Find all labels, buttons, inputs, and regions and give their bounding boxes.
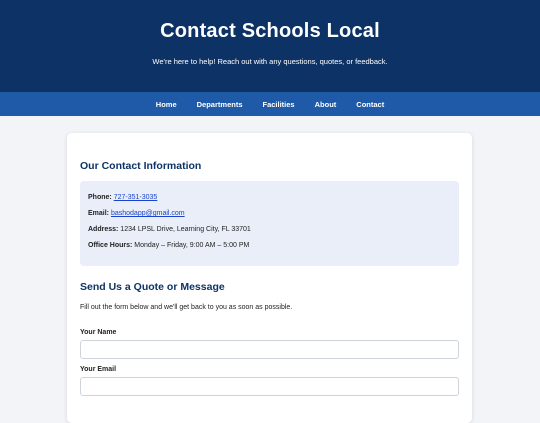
- nav-contact[interactable]: Contact: [356, 99, 385, 109]
- name-field[interactable]: [80, 340, 459, 359]
- nav-home[interactable]: Home: [155, 99, 177, 109]
- email-field-label: Your Email: [80, 366, 117, 373]
- phone-label: Phone:: [88, 194, 112, 201]
- main-nav: [0, 92, 540, 116]
- page-tagline: We're here to help! Reach out with any questions, quotes, or feedback.: [152, 57, 388, 66]
- email-field[interactable]: [80, 377, 459, 396]
- address-value: 1234 LPSL Drive, Learning City, FL 33701: [120, 226, 251, 233]
- hours-line: [88, 242, 451, 249]
- phone-line: [88, 194, 451, 201]
- address-line: [88, 226, 451, 233]
- contact-info-heading: Our Contact Information: [80, 160, 202, 172]
- nav-departments[interactable]: Departments: [196, 99, 243, 109]
- email-label: Email:: [88, 210, 110, 217]
- phone-link[interactable]: 727-351-3035: [113, 194, 158, 201]
- name-field-label: Your Name: [80, 329, 117, 336]
- email-link[interactable]: bashodapp@gmail.com: [110, 210, 185, 217]
- site-header: [0, 0, 540, 92]
- form-intro-text: Fill out the form below and we'll get back to you as soon as possible.: [80, 304, 293, 311]
- quote-form-heading: Send Us a Quote or Message: [80, 281, 225, 293]
- hours-value: Monday – Friday, 9:00 AM – 5:00 PM: [134, 242, 250, 249]
- nav-about[interactable]: About: [314, 99, 337, 109]
- email-line: [88, 210, 451, 217]
- hours-label: Office Hours:: [88, 242, 133, 249]
- nav-facilities[interactable]: Facilities: [262, 99, 295, 109]
- address-label: Address:: [88, 226, 119, 233]
- contact-info-box: [80, 181, 459, 266]
- contact-card: [67, 133, 472, 423]
- page-title: Contact Schools Local: [160, 20, 380, 42]
